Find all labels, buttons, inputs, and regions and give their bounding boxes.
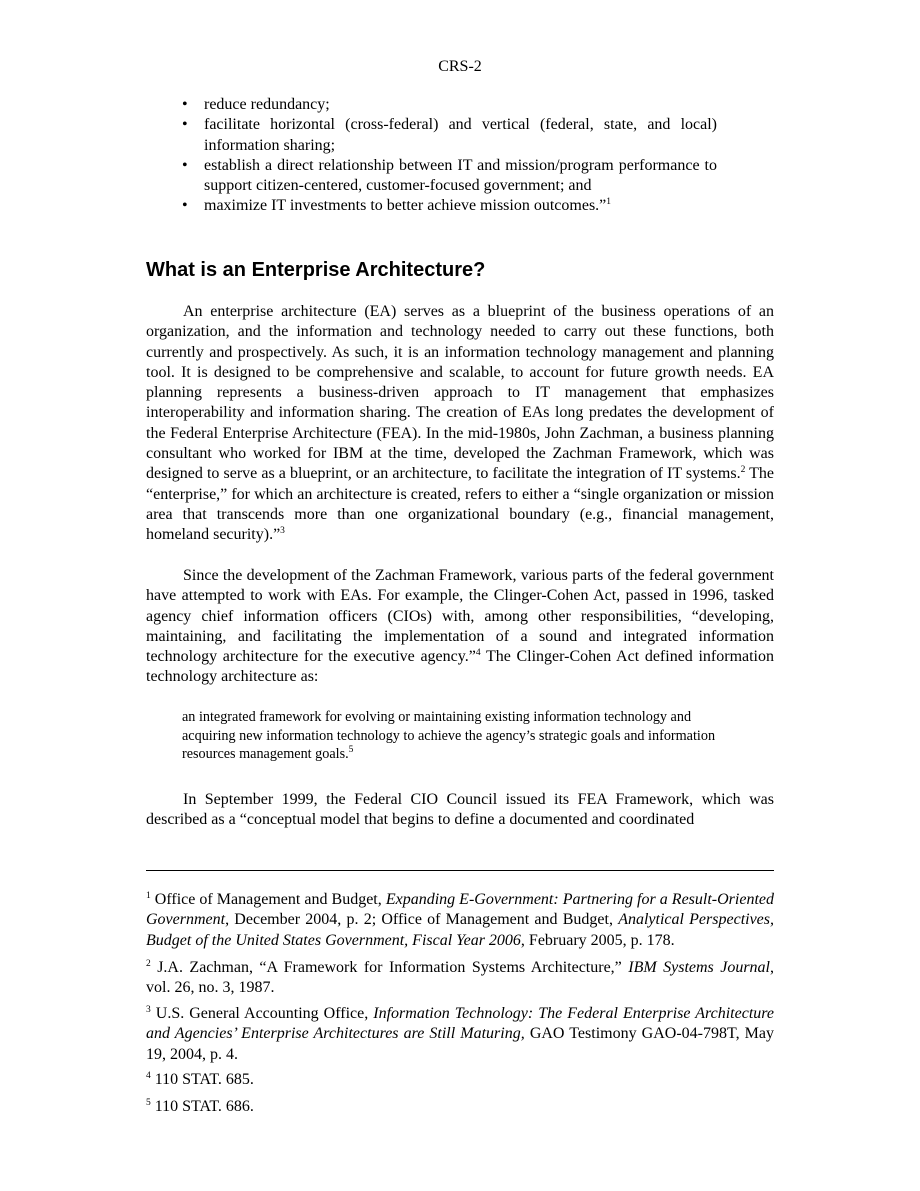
paragraph-text: In September 1999, the Federal CIO Council issued its FEA Framework, which was described as a “conceptual model that begins to define a documented and coordinated	[146, 791, 774, 829]
bullet-text: establish a direct relationship between IT and mission/program performance to support citizen-centered, customer-focused government; and	[204, 156, 717, 195]
footnote-number: 3	[146, 1005, 151, 1015]
footnote-number: 2	[146, 959, 151, 969]
footnote-2	[146, 958, 774, 999]
block-quote	[182, 708, 742, 764]
paragraph-clinger-cohen	[146, 566, 774, 688]
footnote-text: , December 2004, p. 2; Office of Management and Budget,	[225, 911, 619, 929]
footnote-number: 5	[146, 1098, 151, 1108]
footnote-divider	[146, 870, 774, 871]
bullet-text: reduce redundancy;	[204, 96, 330, 113]
bullet-marker: •	[182, 116, 188, 134]
footnote-title: Analytical Perspectives, Budget of the United States Government, Fiscal Year 2006	[146, 911, 775, 949]
page-header	[0, 57, 920, 77]
list-item	[182, 95, 717, 115]
footnote-5	[146, 1097, 774, 1117]
quote-text: an integrated framework for evolving or maintaining existing information technology and acquiring new information technology to achieve the agency’s strategic goals and information resources management goals.	[182, 709, 716, 762]
list-item	[182, 196, 717, 216]
footnote-text: J.A. Zachman, “A Framework for Information Systems Architecture,”	[150, 959, 629, 976]
section-heading: What is an Enterprise Architecture?	[146, 259, 486, 281]
footnote-text: 110 STAT. 686.	[150, 1098, 254, 1115]
paragraph-fea-framework	[146, 790, 774, 831]
paragraph-text: The Clinger-Cohen Act defined information technology architecture as:	[146, 648, 774, 686]
bullet-list	[182, 95, 717, 217]
footnote-number: 4	[146, 1071, 151, 1081]
footnote-1	[146, 890, 774, 951]
footnote-text: U.S. General Accounting Office,	[150, 1005, 374, 1022]
footnote-ref: 3	[280, 526, 285, 537]
bullet-marker: •	[182, 156, 188, 174]
footnote-ref: 5	[348, 745, 354, 755]
footnote-ref: 4	[475, 648, 481, 659]
footnote-text: , February 2005, p. 178.	[520, 931, 675, 949]
paragraph-text: Since the development of the Zachman Framework, various parts of the federal government have attempted to work with EAs. For example, the Clinger-Cohen Act, passed in 1996, tasked agency chief information officers (CIOs) with, among other responsibilities, “developing, maintaining, and facilitating the implementation of a sound and integrated information technology architecture for the executive agency.”	[146, 567, 774, 666]
bullet-text: facilitate horizontal (cross-federal) and vertical (federal, state, and local) information sharing;	[204, 116, 717, 154]
footnote-4	[146, 1070, 774, 1090]
paragraph-text: An enterprise architecture (EA) serves as a blueprint of the business operations of an organization, and the information and technology needed to carry out these functions, both currently and prospectively. As such, it is an information technology management and planning tool. It is designed to be comprehensive and scalable, to account for future growth needs. EA planning represents a business-driven approach to IT management that emphasizes interoperability and information sharing. The creation of EAs long predates the development of the Federal Enterprise Architecture (FEA). In the mid-1980s, John Zachman, a business planning consultant who worked for IBM at the time, developed the Zachman Framework, which was designed to serve as a blueprint, or an architecture, to facilitate the integration of IT systems.	[146, 303, 774, 483]
bullet-text: maximize IT investments to better achieve mission outcomes.”	[204, 197, 607, 215]
footnote-text: GAO Testimony GAO-04-798T, May 19, 2004, p. 4.	[146, 1025, 774, 1063]
footnote-text: 110 STAT. 685.	[150, 1071, 254, 1088]
footnote-ref: 1	[606, 197, 612, 208]
footnote-text: Office of Management and Budget,	[150, 891, 386, 908]
list-item	[182, 115, 717, 156]
footnote-ref: 2	[740, 465, 746, 476]
paragraph-ea-definition	[146, 302, 774, 546]
paragraph-text: The “enterprise,” for which an architecture is created, refers to either a “single organization or mission area that transcends more than one organizational boundary (e.g., financial management, homeland security).”	[146, 465, 774, 544]
footnote-title: IBM Systems Journal	[628, 959, 770, 976]
footnote-title: Expanding E-Government: Partnering for a Result-Oriented Government	[146, 891, 774, 929]
page-label: CRS-2	[438, 58, 482, 75]
bullet-marker: •	[182, 96, 188, 113]
footnote-number: 1	[146, 891, 151, 901]
footnote-title: Information Technology: The Federal Enterprise Architecture and Agencies’ Enterprise Architectures are Still Maturing,	[146, 1005, 775, 1043]
bullet-marker: •	[182, 197, 188, 215]
footnote-3	[146, 1004, 774, 1065]
footnote-text: , vol. 26, no. 3, 1987.	[146, 959, 774, 997]
list-item	[182, 156, 717, 197]
